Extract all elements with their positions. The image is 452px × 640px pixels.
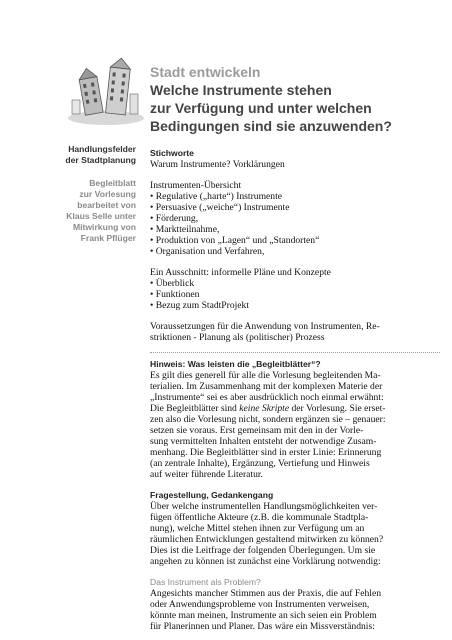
excerpt-title: Ein Ausschnitt: informelle Pläne und Konzepte	[150, 267, 331, 278]
section-heading-fragestellung: Fragestellung, Gedankengang	[150, 490, 274, 500]
excerpt-item: • Überblick	[150, 278, 195, 289]
overview-item: • Förderung,	[150, 213, 199, 224]
sidebar-credit-line: Mitwirkung von	[72, 222, 136, 232]
fragestellung-line: räumlichen Entwicklungen gestaltend mitwirken zu können?	[150, 534, 384, 545]
page-header	[150, 64, 440, 135]
problem-line: könnte man meinen, Instrumente an sich seien ein Problem	[150, 610, 377, 621]
prereq-line: striktionen - Planung als (politischer) Prozess	[150, 332, 325, 343]
section-heading-hinweis: Hinweis: Was leisten die „Begleitblätter“?	[150, 359, 321, 369]
section-heading-stichworte: Stichworte	[150, 148, 194, 158]
main-content	[150, 148, 440, 632]
fragestellung-line: fügen öffentliche Akteure (z.B. die kommunale Stadtpla-	[150, 512, 369, 523]
section-heading-problem: Das Instrument als Problem?	[150, 577, 261, 587]
hinweis-text: Die Begleitblätter sind	[150, 403, 240, 414]
hinweis-emphasis: keine Skripte	[239, 403, 290, 414]
overview-item: • Produktion von „Lagen“ und „Standorten“	[150, 235, 320, 246]
headline-line-3: Bedingungen sind sie anzuwenden?	[150, 118, 392, 134]
sidebar-section-line: der Stadtplanung	[65, 155, 136, 165]
overview-item: • Persuasive („weiche“) Instrumente	[150, 202, 290, 213]
sidebar-credit-line: Frank Pflüger	[80, 233, 136, 243]
excerpt-item: • Funktionen	[150, 289, 200, 300]
sidebar-credits	[0, 178, 136, 244]
hinweis-line: sung vermittelten Inhalten entsteht der notwendige Zusam-	[150, 436, 377, 447]
hinweis-line: terialien. Im Zusammenhang mit der komplexen Materie der	[150, 381, 383, 392]
overview-item: • Regulative („harte“) Instrumente	[150, 191, 283, 202]
sidebar-section-line: Handlungsfelder	[68, 144, 136, 154]
sidebar-section-label	[0, 144, 136, 166]
hinweis-line: setzen sie voraus. Erst gemeinsam mit den in der Vorle-	[150, 425, 364, 436]
fragestellung-line: Über welche instrumentellen Handlungsmöglichkeiten ver-	[150, 501, 378, 512]
hinweis-line: menhang. Die Begleitblätter sind in erster Linie: Erinnerung	[150, 447, 382, 458]
excerpt-item: • Bezug zum StadtProjekt	[150, 300, 250, 311]
building-sketch-logo	[66, 50, 146, 130]
hinweis-line: (an zentrale Inhalte), Ergänzung, Vertiefung und Hinweis	[150, 458, 370, 469]
overview-item: • Marktteilnahme,	[150, 224, 220, 235]
problem-line: für Planerinnen und Planer. Das wäre ein Missverständnis:	[150, 621, 375, 632]
headline-line-2: zur Verfügung und unter welchen	[150, 100, 372, 116]
overview-title: Instrumenten-Übersicht	[150, 180, 242, 191]
problem-line: Angesichts mancher Stimmen aus der Praxis, die auf Fehlen	[150, 588, 381, 599]
hinweis-line: auf weiter führende Literatur.	[150, 469, 263, 480]
sidebar-credit-line: Klaus Selle unter	[66, 211, 136, 221]
hinweis-line: „Instrumente“ sei es aber ausdrücklich noch einmal erwähnt:	[150, 392, 384, 403]
fragestellung-line: nung), welche Mittel stehen ihnen zur Verfügung um an	[150, 523, 365, 534]
sidebar-credit-line: Begleitblatt	[89, 178, 136, 188]
fragestellung-line: Dies ist die Leitfrage der folgenden Überlegungen. Um sie	[150, 545, 376, 556]
stichworte-intro: Warum Instrumente? Vorklärungen	[150, 159, 285, 170]
hinweis-line	[150, 403, 440, 414]
series-kicker: Stadt entwickeln	[150, 64, 261, 80]
section-divider	[150, 352, 440, 353]
hinweis-line: zen also die Vorlesung nicht, sondern ergänzen sie – genauer:	[150, 414, 386, 425]
prereq-line: Voraussetzungen für die Anwendung von Instrumenten, Re-	[150, 321, 380, 332]
sidebar-credit-line: zur Vorlesung	[79, 189, 136, 199]
hinweis-text: der Vorlesung. Sie erset-	[289, 403, 386, 414]
problem-line: oder Anwendungsprobleme von Instrumenten verweisen,	[150, 599, 370, 610]
sidebar-credit-line: bearbeitet von	[77, 200, 136, 210]
fragestellung-line: angehen zu können ist zunächst eine Vorklärung notwendig:	[150, 556, 381, 567]
hinweis-line: Es gilt dies generell für alle die Vorlesung begleitenden Ma-	[150, 370, 381, 381]
overview-item: • Organisation und Verfahren,	[150, 246, 265, 257]
headline-line-1: Welche Instrumente stehen	[150, 82, 332, 98]
